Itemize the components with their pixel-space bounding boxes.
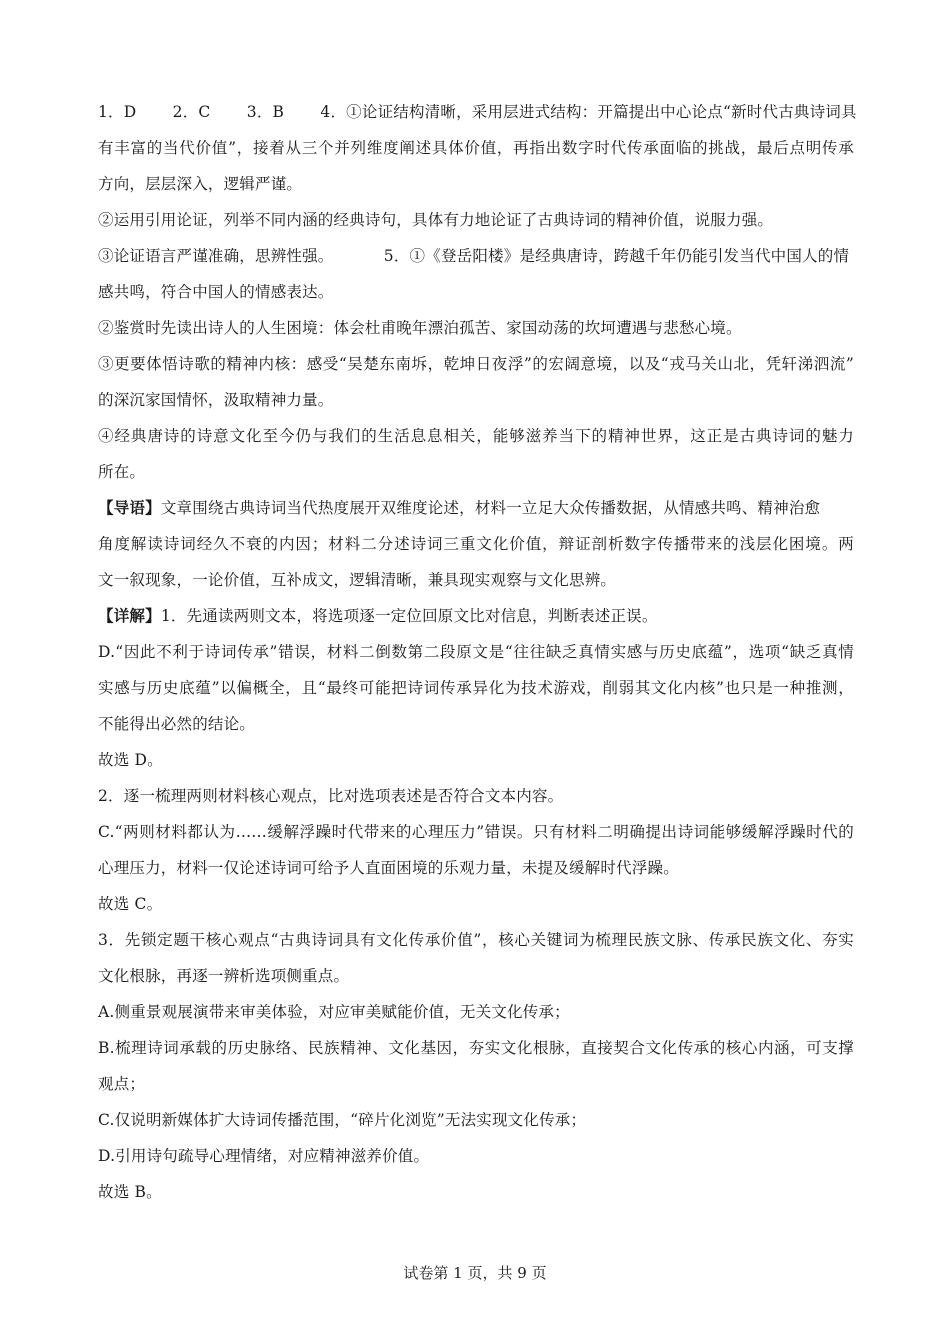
text-line: ②运用引用论证，列举不同内涵的经典诗句，具体有力地论证了古典诗词的精神价值，说服力强。 xyxy=(98,211,774,229)
text-line: 文化根脉，再逐一辨析选项侧重点。 xyxy=(98,967,350,985)
text-line: ②鉴赏时先读出诗人的人生困境：体会杜甫晚年漂泊孤苦、家国动荡的坎坷遭遇与悲愁心境。 xyxy=(98,319,742,337)
text-line: 故选 D。 xyxy=(98,751,163,769)
detail-text: 1．先通读两则文本，将选项逐一定位回原文比对信息，判断表述正误。 xyxy=(160,607,658,625)
detail-line-1 xyxy=(98,598,854,634)
text-line: ③更要体悟诗歌的精神内核：感受“吴楚东南坼，乾坤日夜浮”的宏阔意境，以及“戎马关山北，凭轩涕泗流” xyxy=(98,355,854,373)
text-line: ④经典唐诗的诗意文化至今仍与我们的生活息息相关，能够滋养当下的精神世界，这正是古典诗词的魅力 xyxy=(98,427,854,445)
text-line: C.“两则材料都认为……缓解浮躁时代带来的心理压力”错误。只有材料二明确提出诗词能够缓解浮躁时代的 xyxy=(98,823,854,841)
text-line: 故选 C。 xyxy=(98,895,163,913)
text-line: 有丰富的当代价值”，接着从三个并列维度阐述具体价值，再指出数字时代传承面临的挑战，最后点明传承 xyxy=(98,139,854,157)
answer-q4-start: 4．①论证结构清晰，采用层进式结构：开篇提出中心论点“新时代古典诗词具 xyxy=(320,103,857,121)
answer-line-1 xyxy=(98,94,857,130)
text-line: 方向，层层深入，逻辑严谨。 xyxy=(98,175,303,193)
text-line: 实感与历史底蕴”以偏概全，且“最终可能把诗词传承异化为技术游戏，削弱其文化内核”也只是一种推测， xyxy=(98,679,854,697)
text-line: 观点； xyxy=(98,1075,146,1093)
text-line: 的深沉家国情怀，汲取精神力量。 xyxy=(98,391,334,409)
text-line: A.侧重景观展演带来审美体验，对应审美赋能价值，无关文化传承； xyxy=(98,1003,570,1021)
guide-line-3: 文一叙现象，一论价值，互补成文，逻辑清晰，兼具现实观察与文化思辨。 xyxy=(98,571,617,589)
q4-point-3: ③论证语言严谨准确，思辨性强。 xyxy=(98,247,334,265)
page-footer: 试卷第 1 页，共 9 页 xyxy=(403,1264,547,1282)
answer-line-q4-q5 xyxy=(98,238,854,274)
text-line: C.仅说明新媒体扩大诗词传播范围，“碎片化浏览”无法实现文化传承； xyxy=(98,1111,587,1129)
text-line: 3．先锁定题干核心观点“古典诗词具有文化传承价值”，核心关键词为梳理民族文脉、传承民族文化、夯实 xyxy=(98,931,854,949)
text-line: 感共鸣，符合中国人的情感表达。 xyxy=(98,283,334,301)
text-line: D.引用诗句疏导心理情绪，对应精神滋养价值。 xyxy=(98,1147,430,1165)
text-line: 故选 B。 xyxy=(98,1183,162,1201)
guide-tag: 【导语】 xyxy=(98,498,161,517)
text-line: B.梳理诗词承载的历史脉络、民族精神、文化基因，夯实文化根脉，直接契合文化传承的核心内涵，可支撑 xyxy=(98,1039,854,1057)
text-line: 心理压力，材料一仅论述诗词可给予人直面困境的乐观力量，未提及缓解时代浮躁。 xyxy=(98,859,679,877)
text-line: 不能得出必然的结论。 xyxy=(98,715,256,733)
answer-q2: 2．C xyxy=(172,103,211,121)
answer-page xyxy=(98,94,857,1210)
text-line: 2．逐一梳理两则材料核心观点，比对选项表述是否符合文本内容。 xyxy=(98,787,564,805)
guide-line-2: 角度解读诗词经久不衰的内因；材料二分述诗词三重文化价值，辩证剖析数字传播带来的浅层化困境。两 xyxy=(98,535,854,553)
answer-q1: 1．D xyxy=(98,103,137,121)
detail-tag: 【详解】 xyxy=(98,606,161,625)
text-line: 所在。 xyxy=(98,463,146,481)
guide-line-1 xyxy=(98,490,854,526)
text-line: D.“因此不利于诗词传承”错误，材料二倒数第二段原文是“往往缺乏真情实感与历史底蕴”，选项“缺乏真情 xyxy=(98,643,854,661)
guide-text: 文章围绕古典诗词当代热度展开双维度论述，材料一立足大众传播数据，从情感共鸣、精神治愈 xyxy=(160,499,821,517)
answer-q3: 3．B xyxy=(246,103,285,121)
answer-q5-start: 5．①《登岳阳楼》是经典唐诗，跨越千年仍能引发当代中国人的情 xyxy=(383,247,850,265)
